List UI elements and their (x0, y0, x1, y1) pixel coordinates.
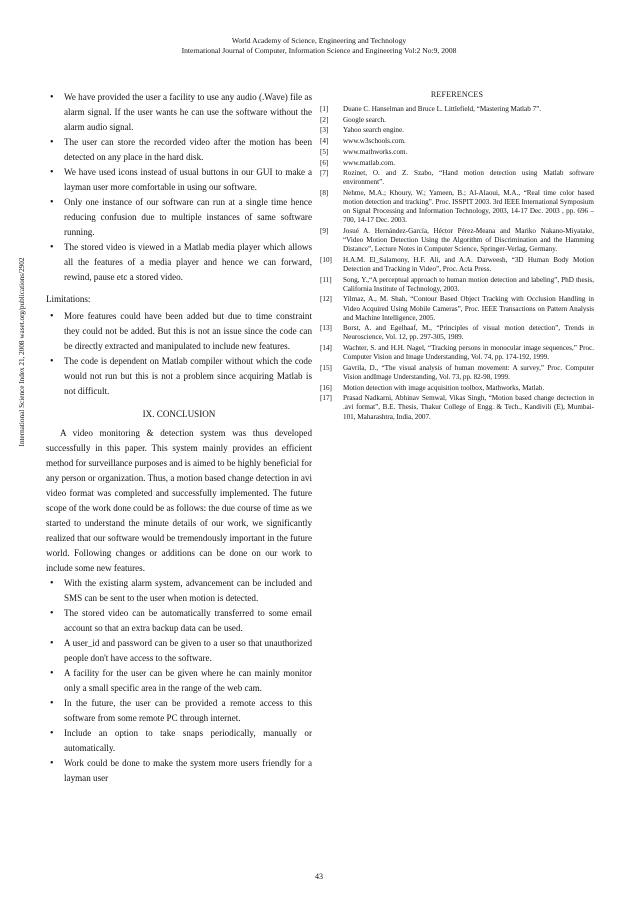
journal-header-line-1: World Academy of Science, Engineering and Technology (231, 36, 407, 45)
reference-number: [9] (320, 226, 329, 235)
reference-text: Song, Y.,“A perceptual approach to human motion detection and labeling”, PhD thesis, California Institute of Technology, 2003. (343, 275, 594, 293)
references-list (320, 105, 594, 422)
reference-text: www.matlab.com. (343, 158, 396, 167)
reference-item (320, 344, 594, 362)
future-work-item: • A user_id and password can be given to a user so that unauthorized people don't have access to the software. (46, 636, 312, 666)
reference-text: Yahoo search engine. (343, 126, 404, 135)
reference-text: Rozinet, O. and Z. Szabo, “Hand motion detection using Matlab software environment”. (343, 169, 594, 187)
reference-number: [13] (320, 324, 332, 333)
reference-item (320, 256, 594, 274)
reference-number: [16] (320, 383, 332, 392)
reference-item (320, 384, 594, 393)
reference-item (320, 324, 594, 342)
reference-item (320, 137, 594, 146)
reference-text: Borst, A. and Egelhaaf, M., “Principles of visual motion detection”, Trends in Neuroscience, Vol. 12, pp. 297-305, 1989. (343, 324, 594, 342)
reference-text: www.w3schools.com. (343, 137, 406, 146)
feature-item: • The stored video is viewed in a Matlab media player which allows all the features of a media player and hence we can forward, rewind, pause etc a stored video. (46, 240, 312, 285)
reference-number: [14] (320, 344, 332, 353)
future-work-item: • With the existing alarm system, advancement can be included and SMS can be sent to the user when motion is detected. (46, 576, 312, 606)
feature-item: • We have used icons instead of usual buttons in our GUI to make a layman user more comfortable in using our software. (46, 165, 312, 195)
reference-number: [3] (320, 126, 329, 135)
reference-text: Josué A. Hernández-García, Héctor Pérez-Meana and Mariko Nakano-Miyatake, “Video Motion Detection Using the Algorithm of Discrimination and the Hamming Distance”, Lecture Notes in Computer Science, Springer-Verlag, Germany. (343, 226, 594, 254)
reference-number: [6] (320, 158, 329, 167)
reference-item (320, 169, 594, 187)
page-number: 43 (315, 872, 323, 881)
feature-item: • We have provided the user a facility to use any audio (.Wave) file as alarm signal. If the user wants he can use the software without the alarm audio signal. (46, 90, 312, 135)
reference-number: [8] (320, 189, 329, 197)
reference-number: [7] (320, 169, 329, 178)
journal-header (0, 36, 638, 56)
conclusion-paragraph: A video monitoring & detection system was thus developed successfully in this paper. This system mainly provides an efficient method for surveillance purposes and is aimed to be highly beneficial for any person or organization. Thus, a motion based change detection in avi video format was completed and successfully implemented. The future scope of the work done could be as follows: the due course of time as we started to understand the minute details of our work, we significantly realized that our software would be tremendously important in the future world. Following changes or additions can be done on our work to include some new features. (46, 428, 312, 573)
right-column (320, 90, 594, 423)
reference-text: Google search. (343, 115, 386, 124)
reference-text: Nehme, M.A.; Khoury, W.; Yameen, B.; Al-Alaoui, M.A., “Real time color based motion detection and tracking”. Proc. ISSPIT 2003. 3rd IEEE International Symposium on Signal Processing and Information Technology, 2003, 14-17 Dec. 2003 , pp. 696 – 700, 14-17 Dec. 2003. (343, 189, 594, 225)
reference-item (320, 116, 594, 125)
reference-text: www.mathworks.com. (343, 147, 408, 156)
reference-text: Duane C. Hanselman and Bruce L. Littlefield, “Mastering Matlab 7”. (343, 105, 542, 114)
reference-text: Gavrila, D., “The visual analysis of human movement: A survey,” Proc. Computer Vision andImage Understanding, Vol. 73, pp. 82-98, 1999. (343, 363, 594, 381)
limitation-item: • The code is dependent on Matlab compiler without which the code would not run but this is not a problem since acquiring Matlab is not difficult. (46, 354, 312, 399)
reference-item (320, 105, 594, 114)
limitations-list (46, 309, 312, 399)
reference-number: [4] (320, 137, 329, 146)
future-work-list (46, 576, 312, 786)
reference-text: Motion detection with image acquisition toolbox, Mathworks, Matlab. (343, 383, 545, 392)
reference-number: [5] (320, 147, 329, 156)
feature-item: • Only one instance of our software can run at a single time hence reducing confusion due to multiple instances of same software running. (46, 195, 312, 240)
feature-item: • The user can store the recorded video after the motion has been detected on any place in the hard disk. (46, 135, 312, 165)
reference-item (320, 295, 594, 322)
reference-item (320, 159, 594, 168)
reference-number: [11] (320, 275, 332, 284)
reference-text: Wachter, S. and H.H. Nagel, “Tracking persons in monocular image sequences,” Proc. Computer Vision and Image Understanding, Vol. 74, pp. 174-192, 1999. (343, 344, 594, 362)
feature-list (46, 90, 312, 285)
reference-number: [1] (320, 105, 329, 114)
reference-item (320, 148, 594, 157)
reference-number: [12] (320, 295, 332, 304)
future-work-item: • A facility for the user can be given where he can mainly monitor only a small specific area in the range of the web cam. (46, 666, 312, 696)
reference-item (320, 126, 594, 135)
side-citation-note: International Science Index 21, 2008 waset.org/publications/2902 (18, 257, 26, 447)
left-column (46, 90, 312, 786)
reference-text: H.A.M. El_Salamony, H.F. Ali, and A.A. Darweesh, “3D Human Body Motion Detection and Tracking in Video”, Proc. Acta Press. (343, 255, 594, 273)
reference-number: [15] (320, 363, 332, 372)
reference-number: [2] (320, 115, 329, 124)
future-work-item: • The stored video can be automatically transferred to some email account so that an extra backup data can be used. (46, 606, 312, 636)
reference-item (320, 189, 594, 225)
section-heading-conclusion: IX. CONCLUSION (142, 409, 216, 419)
future-work-item: • Include an option to take snaps periodically, manually or automatically. (46, 726, 312, 756)
reference-text: Yilmaz, A., M. Shah, “Contour Based Object Tracking with Occlusion Handling in Video Acquired Using Mobile Cameras”, Proc. IEEE Transactions on Pattern Analysis and Machine Intelligence, 2005. (343, 295, 594, 322)
reference-item (320, 276, 594, 294)
limitation-item: • More features could have been added but due to time constraint they could not be added. But this is not an issue since the code can be directly extracted and manipulated to include new features. (46, 309, 312, 354)
future-work-item: • Work could be done to make the system more users friendly for a layman user (46, 756, 312, 786)
reference-item (320, 394, 594, 421)
reference-number: [10] (320, 255, 332, 264)
journal-header-line-2: International Journal of Computer, Information Science and Engineering Vol:2 No:9, 2008 (181, 46, 457, 55)
future-work-item: • In the future, the user can be provided a remote access to this software from some remote PC through internet. (46, 696, 312, 726)
reference-text: Prasad Nadkarni, Abhinav Semwal, Vikas Singh, “Motion based change dectection in .avi format”, B.E. Thesis, Thakur College of Engg. & Tech., Kandivili (E), Mumbai-101, Maharashtra, India, 2007. (343, 394, 594, 421)
references-heading: REFERENCES (430, 90, 484, 99)
reference-item (320, 364, 594, 382)
reference-number: [17] (320, 394, 332, 403)
reference-item (320, 227, 594, 254)
limitations-label: Limitations: (46, 294, 91, 304)
